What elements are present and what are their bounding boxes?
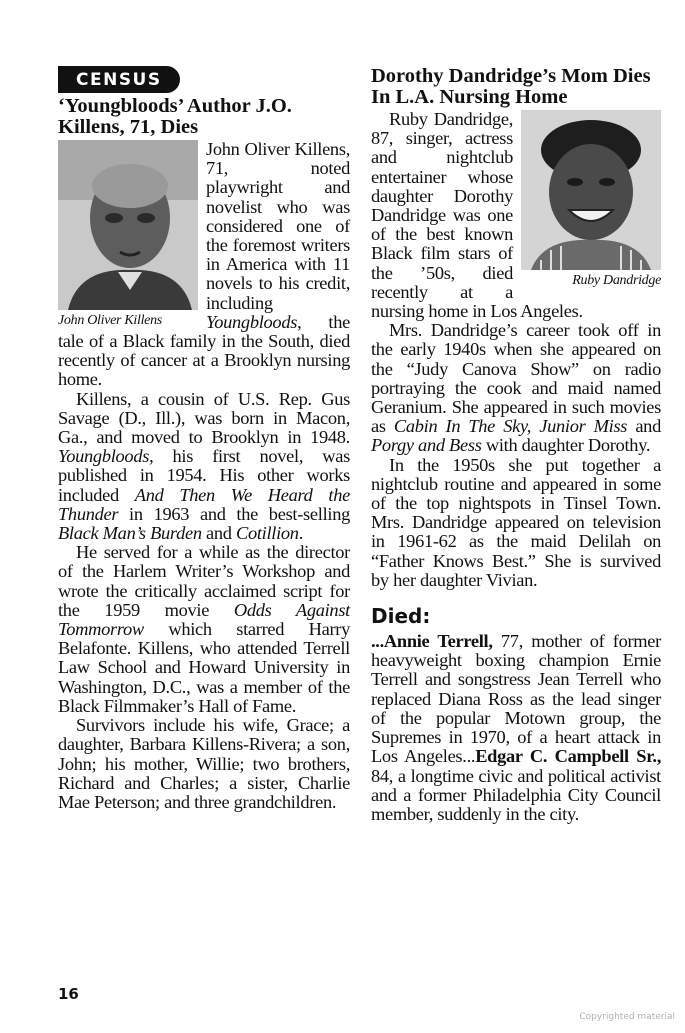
killens-portrait-image [58,140,198,310]
dandridge-paragraph-2: Mrs. Dandridge’s career took off in the early 1940s when she appeared on the “Judy Canova Show” on radio portraying the cook and maid named Geranium. She appeared in such movies as Cabin In The Sky, Junior Miss and Porgy and Bess with daughter Dorothy. [371,320,661,456]
dandridge-photo [521,110,661,270]
dandridge-paragraph-3: In the 1950s she put together a nightclub routine and appeared in some of the top nightspots in Tinsel Town. Mrs. Dandridge appeared on television in 1961-62 as the maid Delilah on “Father Knows Best.” She is survived by her daughter Vivian. [371,454,661,590]
killens-photo-caption: John Oliver Killens [58,313,162,328]
dandridge-figure [521,110,661,290]
census-section-label: CENSUS [58,66,180,93]
killens-figure [58,140,198,330]
dandridge-paragraph-1: Ruby Dandridge, 87, singer, actress and nightclub entertainer whose daughter Dorothy Dandridge was one of the best known Black film stars of the ’50s, died recently at a nursing home in Los Angeles. [371,109,583,322]
page-number: 16 [58,985,79,1003]
dandridge-headline: Dorothy Dandridge’s Mom Dies In L.A. Nursing Home [371,65,651,108]
killens-paragraph-3: He served for a while as the director of the Harlem Writer’s Workshop and wrote the critically acclaimed script for the 1959 movie Odds Against Tommorrow which starred Harry Belafonte. Killens, who attended Terrell Law School and Howard University in Washington, D.C., was a member of the Black Filmmaker’s Hall of Fame. [58,542,350,716]
killens-photo [58,140,198,310]
dandridge-portrait-image [521,110,661,270]
died-heading: Died: [371,604,431,629]
killens-article [58,140,350,812]
left-column [58,66,350,812]
died-section [371,632,661,824]
killens-paragraph-4: Survivors include his wife, Grace; a daughter, Barbara Killens-Rivera; a son, John; his mother, Willie; two brothers, Richard and Charles; a sister, Charlie Mae Peterson; and three grandchildren. [58,715,350,812]
killens-headline: ‘Youngbloods’ Author J.O. Killens, 71, Dies [58,95,292,138]
died-paragraph: ...Annie Terrell, 77, mother of former heavyweight boxing champion Ernie Terrell and songstress Jean Terrell who replaced Diana Ross as the lead singer of the popular Motown group, the Supremes in 1970, of a heart attack in Los Angeles...Edgar C. Campbell Sr., 84, a longtime civic and political activist and a former Philadelphia City Council member, suddenly in the city. [371,631,661,824]
dandridge-photo-caption: Ruby Dandridge [572,273,661,288]
right-column [371,66,661,824]
dandridge-article [371,110,661,590]
killens-paragraph-2: Killens, a cousin of U.S. Rep. Gus Savage (D., Ill.), was born in Macon, Ga., and moved to Brooklyn in 1948. Youngbloods, his first novel, was published in 1954. His other works included And Then We Heard the Thunder in 1963 and the best-selling Black Man’s Burden and Cotillion. [58,388,350,544]
copyright-watermark: Copyrighted material [579,1012,675,1022]
killens-paragraph-1: John Oliver Killens, 71, noted playwright and novelist who was considered one of the foremost writers in America with 11 novels to his credit, including Youngbloods, the tale of a Black family in the South, died recently of cancer at a Brooklyn nursing home. [58,139,350,390]
